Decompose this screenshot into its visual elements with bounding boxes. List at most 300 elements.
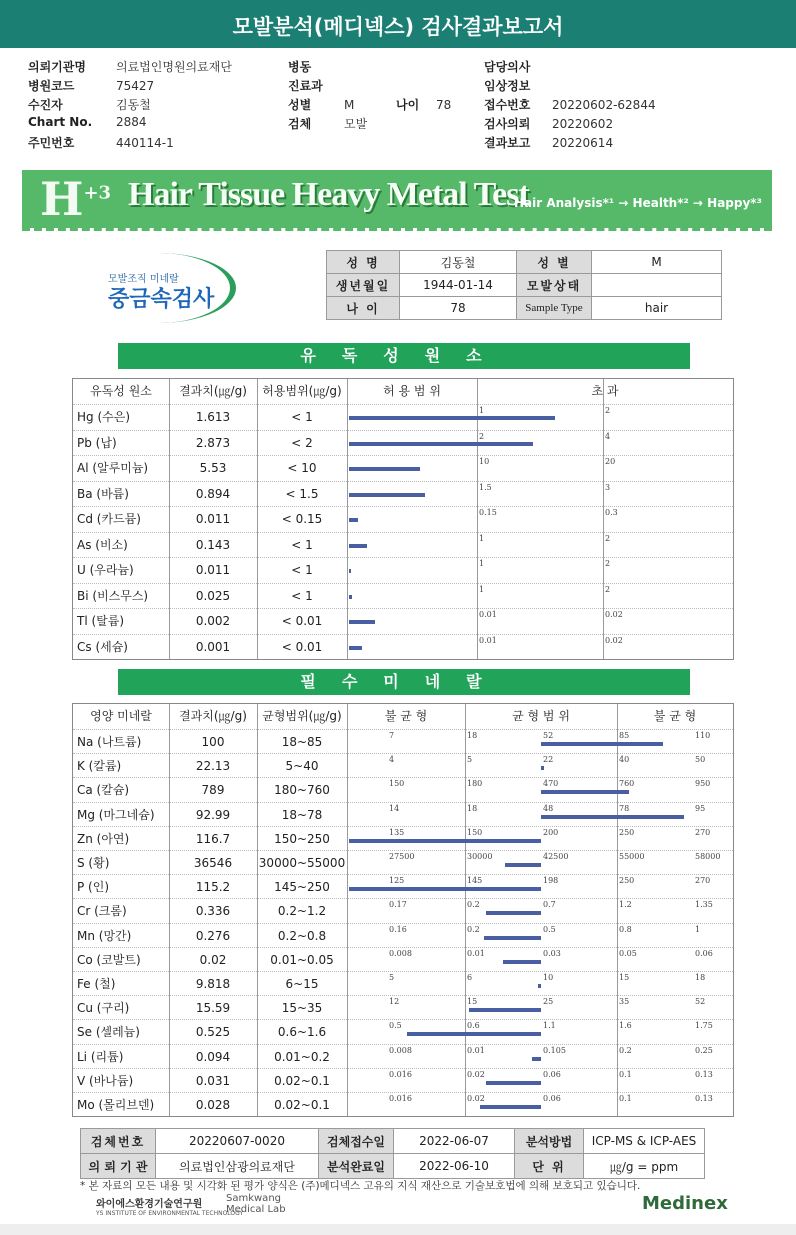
mineral-element-name: Cu (구리) — [77, 1001, 130, 1016]
toxic-header-cell: 결과치(㎍/g) — [179, 384, 247, 398]
mineral-tick: 110 — [695, 731, 711, 740]
toxic-table — [72, 378, 734, 660]
header-field-3 — [28, 115, 147, 129]
mineral-bar — [503, 960, 541, 964]
mineral-result: 9.818 — [195, 977, 231, 991]
toxic-tick-2: 2 — [605, 559, 611, 568]
header-label: 주민번호 — [28, 136, 75, 150]
toxic-row — [73, 481, 733, 507]
mineral-tick: 125 — [389, 876, 405, 886]
footnote: * 본 자료의 모든 내용 및 시각화 된 평가 양식은 (주)메디넥스 고유의 지식 재산으로 기술보호법에 의해 보호되고 있습니다. — [80, 1180, 641, 1192]
mineral-header-cell: 불 균 형 — [384, 709, 428, 723]
mineral-row — [73, 826, 733, 851]
unit: ㎍/g = ppm — [584, 1154, 705, 1179]
mineral-range: 0.01~0.2 — [274, 1049, 330, 1064]
mineral-tick: 0.17 — [389, 900, 407, 910]
medinex-logo: Medinex — [642, 1193, 728, 1214]
mineral-tick: 1.2 — [619, 900, 632, 910]
toxic-bar — [349, 646, 362, 650]
toxic-tick-2: 2 — [605, 406, 611, 415]
header-field-1 — [28, 77, 154, 94]
mineral-tick: 42500 — [543, 852, 569, 861]
sub-logo-big: 중금속검사 — [108, 287, 215, 312]
toxic-element-name: Ba (바륨) — [77, 486, 129, 501]
toxic-row — [73, 583, 733, 609]
header-age — [396, 96, 451, 113]
patient-sample: hair — [592, 297, 722, 320]
mineral-range: 6~15 — [285, 977, 319, 991]
toxic-tick-1: 1 — [479, 406, 485, 415]
completed-label: 분석완료일 — [319, 1154, 394, 1179]
hair-state-label: 모발상태 — [517, 274, 592, 297]
toxic-tick-2: 3 — [605, 482, 611, 492]
mineral-result: 789 — [201, 783, 225, 798]
test-no-label: 검체번호 — [81, 1129, 156, 1154]
mineral-tick: 4 — [389, 755, 395, 765]
mineral-tick: 0.6 — [467, 1021, 480, 1031]
age-label: 나 이 — [327, 297, 400, 320]
mineral-bar — [541, 815, 684, 819]
header-field2-0 — [288, 58, 344, 75]
mineral-table — [72, 703, 734, 1117]
mineral-result: 0.094 — [195, 1049, 231, 1064]
received-label: 검체접수일 — [319, 1129, 394, 1154]
toxic-bar — [349, 595, 352, 599]
mineral-tick: 7 — [389, 731, 395, 740]
mineral-element-name: Mo (몰리브덴) — [77, 1098, 155, 1112]
mineral-tick: 0.03 — [543, 948, 561, 958]
mineral-bar — [541, 742, 663, 746]
sub-logo-small: 모발조직 미네랄 — [108, 274, 179, 285]
mineral-header-cell: 결과치(㎍/g) — [179, 709, 247, 723]
mineral-tick: 1.6 — [619, 1021, 632, 1031]
toxic-range: < 10 — [287, 461, 317, 475]
mineral-range: 18~85 — [281, 735, 323, 749]
mineral-tick: 0.05 — [619, 948, 637, 958]
mineral-tick: 50 — [695, 755, 706, 765]
mineral-tick: 27500 — [389, 852, 415, 861]
header-label: 결과보고 — [484, 136, 531, 150]
toxic-row — [73, 430, 733, 456]
mineral-result: 0.276 — [195, 928, 231, 943]
mineral-range: 150~250 — [274, 831, 330, 846]
mineral-tick: 0.5 — [543, 924, 556, 934]
sml-line-1: Samkwang — [226, 1193, 281, 1204]
header-label: 성별 — [288, 98, 312, 112]
toxic-bar — [349, 518, 358, 522]
toxic-tick-2: 4 — [605, 431, 611, 441]
toxic-tick-1: 2 — [479, 431, 485, 441]
org: 의료법인삼광의료재단 — [156, 1154, 319, 1179]
mineral-range: 0.2~0.8 — [277, 928, 327, 943]
mineral-tick: 0.06 — [695, 948, 713, 958]
mineral-tick: 950 — [695, 779, 711, 789]
mineral-result: 36546 — [193, 856, 233, 870]
mineral-tick: 198 — [543, 876, 559, 886]
toxic-result: 0.143 — [195, 537, 231, 552]
mineral-tick: 52 — [695, 997, 706, 1007]
header-field-2 — [28, 96, 151, 113]
mineral-tick: 52 — [543, 731, 554, 740]
patient-hair-state — [592, 274, 722, 297]
completed-date: 2022-06-10 — [394, 1154, 515, 1179]
header-value: 김동철 — [116, 98, 151, 112]
mineral-result: 0.525 — [195, 1025, 231, 1040]
mineral-element-name: Ca (칼슘) — [77, 783, 130, 798]
toxic-tick-2: 0.02 — [605, 635, 623, 645]
toxic-element-name: Tl (탈륨) — [77, 614, 125, 628]
mineral-result: 100 — [201, 735, 225, 749]
toxic-result: 2.873 — [195, 435, 231, 450]
analysis-info-table — [80, 1128, 705, 1179]
mineral-tick: 0.2 — [467, 924, 480, 934]
toxic-row — [73, 455, 733, 481]
mineral-tick: 5 — [389, 973, 395, 982]
mineral-tick: 0.02 — [467, 1069, 485, 1079]
mineral-result: 116.7 — [195, 831, 231, 846]
mineral-element-name: S (황) — [77, 856, 110, 870]
toxic-bar — [349, 416, 555, 420]
sex-label: 성 별 — [517, 251, 592, 274]
toxic-row — [73, 506, 733, 532]
unit-label: 단 위 — [515, 1154, 584, 1179]
header-value: 20220602 — [552, 117, 614, 131]
header-label: 의뢰기관명 — [28, 60, 86, 74]
mineral-element-name: Li (리튬) — [77, 1049, 124, 1064]
mineral-row — [73, 850, 733, 875]
toxic-tick-2: 2 — [605, 584, 611, 594]
header-field2-2 — [288, 96, 354, 113]
mineral-header-cell: 불 균 형 — [653, 709, 697, 723]
mineral-result: 15.59 — [195, 1001, 231, 1016]
header-value: 2884 — [116, 115, 147, 129]
mineral-row — [73, 947, 733, 972]
toxic-element-name: Cd (카드뮴) — [77, 512, 141, 526]
mineral-tick: 0.1 — [619, 1094, 632, 1103]
header-value: M — [344, 98, 355, 112]
report-title: 모발분석(메디넥스) 검사결과보고서 — [0, 0, 796, 48]
mineral-tick: 12 — [389, 997, 400, 1007]
toxic-bar — [349, 569, 351, 573]
toxic-tick-2: 20 — [605, 457, 616, 466]
header-value: 75427 — [116, 79, 155, 93]
mineral-tick: 10 — [543, 973, 554, 982]
received-date: 2022-06-07 — [394, 1129, 515, 1154]
mineral-tick: 270 — [695, 876, 711, 886]
mineral-row — [73, 1092, 733, 1117]
mineral-element-name: K (칼륨) — [77, 759, 122, 774]
toxic-bar — [349, 493, 425, 497]
mineral-tick: 145 — [467, 876, 483, 886]
mineral-row — [73, 874, 733, 899]
mineral-tick: 760 — [619, 779, 635, 789]
mineral-row — [73, 995, 733, 1020]
patient-name: 김동철 — [400, 251, 517, 274]
mineral-row — [73, 898, 733, 923]
mineral-range: 0.02~0.1 — [274, 1098, 330, 1112]
toxic-element-name: Cs (세슘) — [77, 639, 128, 654]
toxic-tick-1: 1 — [479, 584, 485, 594]
bottom-bar — [0, 1224, 796, 1235]
sml-line-2: Medical Lab — [226, 1204, 286, 1215]
mineral-result: 92.99 — [195, 807, 231, 822]
mineral-tick: 250 — [619, 827, 635, 837]
mineral-bar — [505, 863, 541, 867]
toxic-result: 0.002 — [195, 614, 231, 628]
mineral-row — [73, 777, 733, 802]
patient-table — [326, 250, 722, 320]
toxic-result: 0.011 — [195, 512, 231, 526]
toxic-result: 0.011 — [195, 563, 231, 577]
mineral-tick: 0.01 — [467, 1045, 485, 1055]
test-no: 20220607-0020 — [156, 1129, 319, 1154]
mineral-tick: 0.105 — [543, 1045, 566, 1055]
mineral-tick: 18 — [695, 973, 706, 982]
institute-name-en: YS INSTITUTE OF ENVIRONMENTAL TECHNOLOGY — [96, 1210, 244, 1217]
mineral-tick: 0.02 — [467, 1094, 485, 1103]
toxic-tick-1: 0.01 — [479, 610, 497, 619]
toxic-tick-1: 10 — [479, 457, 490, 466]
mineral-tick: 0.16 — [389, 924, 407, 934]
toxic-header-cell: 초 과 — [591, 384, 619, 398]
patient-age: 78 — [400, 297, 517, 320]
header-field2-1 — [288, 77, 344, 94]
mineral-row — [73, 802, 733, 827]
header-field3-0 — [484, 58, 552, 75]
banner-title: Hair Tissue Heavy Metal Test — [128, 176, 529, 213]
header-field3-4 — [484, 134, 613, 151]
header-label: 병동 — [288, 60, 312, 74]
header-label: Chart No. — [28, 115, 93, 129]
toxic-tick-1: 1 — [479, 533, 485, 543]
toxic-result: 1.613 — [195, 410, 231, 424]
toxic-element-name: U (우라늄) — [77, 563, 134, 577]
method: ICP-MS & ICP-AES — [584, 1129, 705, 1154]
mineral-tick: 18 — [467, 803, 478, 813]
mineral-tick: 0.25 — [695, 1045, 713, 1055]
toxic-row — [73, 404, 733, 430]
header-field-0 — [28, 58, 232, 75]
mineral-tick: 15 — [467, 997, 478, 1007]
mineral-result: 22.13 — [195, 759, 231, 774]
age-value: 78 — [436, 98, 452, 112]
mineral-row — [73, 971, 733, 996]
mineral-element-name: Co (코발트) — [77, 952, 141, 967]
mineral-tick: 0.06 — [543, 1094, 561, 1103]
mineral-tick: 48 — [543, 803, 554, 813]
mineral-element-name: V (바나듐) — [77, 1073, 134, 1088]
mineral-bar — [532, 1057, 541, 1061]
h3-logo — [40, 172, 111, 226]
mineral-bar — [484, 936, 541, 940]
toxic-tick-2: 2 — [605, 533, 611, 543]
institute-name: 와이에스환경기술연구원 — [96, 1199, 203, 1210]
mineral-result: 0.02 — [199, 952, 227, 967]
mineral-header-cell: 균형범위(㎍/g) — [262, 709, 342, 723]
mineral-tick: 58000 — [695, 852, 721, 861]
header-label: 담당의사 — [484, 60, 531, 74]
sample-label: Sample Type — [517, 297, 592, 320]
mineral-row — [73, 1019, 733, 1044]
mineral-tick: 0.7 — [543, 900, 556, 910]
toxic-range: < 1 — [291, 537, 313, 552]
mineral-tick: 22 — [543, 755, 554, 765]
toxic-tick-1: 0.01 — [479, 635, 497, 645]
mineral-bar — [486, 911, 541, 915]
mineral-result: 0.031 — [195, 1073, 231, 1088]
mineral-element-name: Fe (철) — [77, 977, 116, 991]
mineral-range: 5~40 — [285, 759, 319, 774]
mineral-tick: 0.008 — [389, 1045, 412, 1055]
toxic-range: < 1 — [291, 410, 313, 424]
mineral-header-cell: 영양 미네랄 — [90, 709, 152, 723]
toxic-bar — [349, 620, 375, 624]
toxic-bar — [349, 467, 420, 471]
header-field3-1 — [484, 77, 552, 94]
header-value: 모발 — [344, 117, 368, 131]
mineral-tick: 40 — [619, 755, 630, 765]
mineral-tick: 0.5 — [389, 1021, 402, 1031]
toxic-tick-1: 0.15 — [479, 508, 497, 517]
mineral-bar — [349, 887, 541, 891]
mineral-result: 115.2 — [195, 880, 231, 895]
mineral-bar — [480, 1105, 541, 1109]
header-label: 검체 — [288, 117, 312, 131]
toxic-row — [73, 608, 733, 634]
mineral-result: 0.028 — [195, 1098, 231, 1112]
mineral-element-name: Cr (크롬) — [77, 904, 127, 919]
sml-logo — [226, 1193, 286, 1215]
mineral-tick: 0.13 — [695, 1094, 713, 1103]
mineral-bar — [486, 1081, 541, 1085]
mineral-tick: 5 — [467, 755, 473, 765]
header-field2-3 — [288, 115, 367, 132]
mineral-tick: 0.06 — [543, 1069, 561, 1079]
h3-logo-letter: H — [40, 172, 84, 226]
mineral-tick: 135 — [389, 827, 405, 837]
toxic-result: 0.025 — [195, 588, 231, 603]
header-value: 20220602-62844 — [552, 98, 656, 112]
mineral-section-title: 필수미네랄 — [118, 669, 690, 695]
patient-dob: 1944-01-14 — [400, 274, 517, 297]
mineral-tick: 18 — [467, 731, 478, 740]
mineral-tick: 180 — [467, 779, 483, 789]
mineral-range: 0.6~1.6 — [277, 1025, 327, 1040]
mineral-tick: 150 — [389, 779, 405, 789]
toxic-header-cell: 허용범위(㎍/g) — [262, 384, 342, 398]
header-value: 440114-1 — [116, 136, 174, 150]
toxic-range: < 1 — [291, 563, 313, 577]
mineral-row — [73, 923, 733, 948]
mineral-tick: 15 — [619, 973, 630, 982]
mineral-range: 0.01~0.05 — [270, 952, 334, 967]
mineral-bar — [407, 1032, 542, 1036]
h3-logo-sup: +3 — [83, 182, 112, 204]
mineral-range: 30000~55000 — [258, 856, 346, 870]
mineral-tick: 1 — [695, 924, 701, 934]
mineral-tick: 1.75 — [695, 1021, 713, 1031]
mineral-element-name: Na (나트륨) — [77, 735, 142, 749]
dob-label: 생년월일 — [327, 274, 400, 297]
toxic-result: 0.001 — [195, 639, 231, 654]
header-label: 검사의뢰 — [484, 117, 531, 131]
toxic-row — [73, 634, 733, 660]
patient-sex: M — [592, 251, 722, 274]
toxic-range: < 0.15 — [281, 512, 323, 526]
mineral-tick: 95 — [695, 803, 706, 813]
mineral-header-cell: 균 형 범 위 — [512, 709, 570, 723]
toxic-tick-2: 0.3 — [605, 508, 618, 517]
mineral-range: 145~250 — [274, 880, 330, 895]
dashed-divider — [22, 227, 772, 231]
toxic-element-name: Pb (납) — [77, 435, 117, 450]
mineral-tick: 270 — [695, 827, 711, 837]
toxic-range: < 0.01 — [281, 639, 323, 654]
header-field3-3 — [484, 115, 613, 132]
toxic-element-name: Al (알루미늄) — [77, 461, 149, 475]
toxic-range: < 0.01 — [281, 614, 323, 628]
mineral-tick: 200 — [543, 827, 559, 837]
toxic-element-name: As (비소) — [77, 537, 128, 552]
mineral-tick: 0.008 — [389, 948, 412, 958]
age-label: 나이 — [396, 98, 420, 112]
mineral-tick: 0.8 — [619, 924, 632, 934]
mineral-tick: 0.016 — [389, 1094, 412, 1103]
mineral-range: 180~760 — [274, 783, 330, 798]
mineral-element-name: P (인) — [77, 880, 110, 895]
mineral-bar — [541, 790, 629, 794]
mineral-range: 18~78 — [281, 807, 323, 822]
mineral-tick: 85 — [619, 731, 630, 740]
institute-logo — [96, 1195, 243, 1217]
mineral-tick: 1.1 — [543, 1021, 556, 1031]
mineral-tick: 6 — [467, 973, 473, 982]
toxic-result: 0.894 — [195, 486, 231, 501]
header-label: 접수번호 — [484, 98, 531, 112]
toxic-header-row — [73, 379, 733, 404]
mineral-row — [73, 729, 733, 754]
mineral-result: 0.336 — [195, 904, 231, 919]
toxic-tick-1: 1 — [479, 559, 485, 568]
mineral-tick: 150 — [467, 827, 483, 837]
toxic-header-cell: 허 용 범 위 — [383, 384, 441, 398]
name-label: 성 명 — [327, 251, 400, 274]
header-field-4 — [28, 134, 174, 151]
banner-tagline: Hair Analysis*¹ → Health*² → Happy*³ — [514, 196, 762, 210]
mineral-header-row — [73, 704, 733, 729]
header-value: 의료법인명원의료재단 — [116, 60, 232, 74]
mineral-tick: 0.01 — [467, 948, 485, 958]
header-label: 임상정보 — [484, 79, 531, 93]
mineral-element-name: Zn (아연) — [77, 831, 130, 846]
mineral-row — [73, 753, 733, 778]
toxic-bar — [349, 442, 533, 446]
toxic-section-title: 유독성원소 — [118, 343, 690, 369]
toxic-result: 5.53 — [199, 461, 227, 475]
header-value: 20220614 — [552, 136, 614, 150]
mineral-range: 0.02~0.1 — [274, 1073, 330, 1088]
mineral-tick: 25 — [543, 997, 554, 1007]
mineral-range: 15~35 — [281, 1001, 323, 1016]
mineral-element-name: Mg (마그네슘) — [77, 807, 155, 822]
toxic-range: < 1.5 — [285, 486, 319, 501]
mineral-tick: 55000 — [619, 852, 645, 861]
mineral-row — [73, 1068, 733, 1093]
mineral-tick: 1.35 — [695, 900, 713, 910]
mineral-tick: 470 — [543, 779, 559, 789]
org-label: 의 뢰 기 관 — [81, 1154, 156, 1179]
toxic-range: < 2 — [291, 435, 313, 450]
